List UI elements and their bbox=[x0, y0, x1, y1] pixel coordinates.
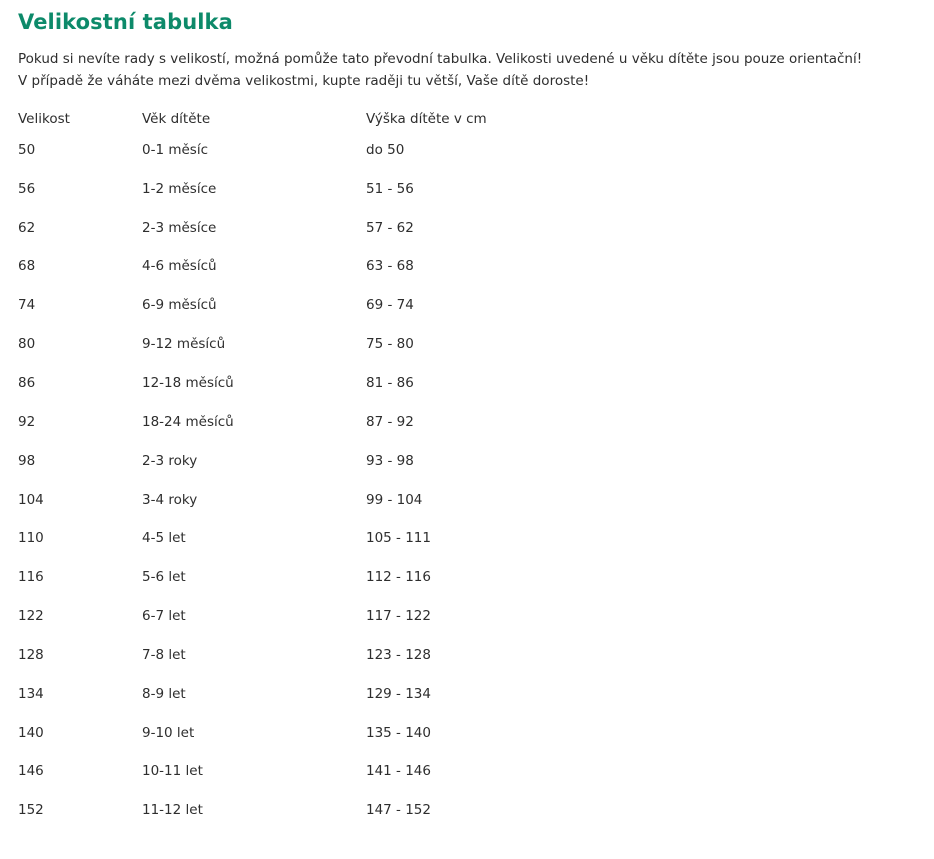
cell-size: 92 bbox=[18, 413, 36, 430]
table-body bbox=[18, 143, 916, 842]
cell-age: 7-8 let bbox=[142, 646, 186, 663]
page-title: Velikostní tabulka bbox=[18, 10, 233, 34]
table-row bbox=[18, 687, 916, 726]
cell-size: 98 bbox=[18, 452, 36, 469]
cell-age: 3-4 roky bbox=[142, 491, 198, 508]
cell-size: 68 bbox=[18, 258, 36, 275]
cell-height: 135 - 140 bbox=[366, 724, 431, 741]
table-row bbox=[18, 376, 916, 415]
cell-size: 56 bbox=[18, 180, 36, 197]
cell-height: 51 - 56 bbox=[366, 180, 414, 197]
cell-age: 6-9 měsíců bbox=[142, 297, 217, 314]
column-header-age: Věk dítěte bbox=[142, 110, 211, 127]
cell-height: 57 - 62 bbox=[366, 219, 414, 236]
intro-line-1: Pokud si nevíte rady s velikostí, možná pomůže tato převodní tabulka. Velikosti uvedené u věku dítěte jsou pouze orientační! bbox=[18, 51, 863, 68]
cell-height: 75 - 80 bbox=[366, 336, 414, 353]
table-row bbox=[18, 493, 916, 532]
cell-size: 146 bbox=[18, 763, 44, 780]
cell-size: 140 bbox=[18, 724, 44, 741]
cell-height: do 50 bbox=[366, 141, 405, 158]
table-row bbox=[18, 726, 916, 765]
cell-size: 134 bbox=[18, 685, 44, 702]
column-header-height: Výška dítěte v cm bbox=[366, 110, 487, 127]
table-row bbox=[18, 570, 916, 609]
cell-size: 152 bbox=[18, 802, 44, 819]
cell-age: 4-5 let bbox=[142, 530, 186, 547]
table-row bbox=[18, 298, 916, 337]
cell-height: 81 - 86 bbox=[366, 374, 414, 391]
cell-age: 0-1 měsíc bbox=[142, 141, 209, 158]
table-row bbox=[18, 803, 916, 842]
table-header-row bbox=[18, 111, 916, 143]
cell-size: 80 bbox=[18, 336, 36, 353]
cell-age: 2-3 roky bbox=[142, 452, 198, 469]
cell-size: 62 bbox=[18, 219, 36, 236]
table-row bbox=[18, 609, 916, 648]
cell-size: 74 bbox=[18, 297, 36, 314]
cell-height: 129 - 134 bbox=[366, 685, 431, 702]
cell-height: 99 - 104 bbox=[366, 491, 423, 508]
cell-size: 128 bbox=[18, 646, 44, 663]
cell-height: 63 - 68 bbox=[366, 258, 414, 275]
cell-height: 87 - 92 bbox=[366, 413, 414, 430]
cell-height: 69 - 74 bbox=[366, 297, 414, 314]
cell-age: 9-10 let bbox=[142, 724, 195, 741]
cell-age: 5-6 let bbox=[142, 569, 186, 586]
column-header-size: Velikost bbox=[18, 110, 70, 127]
table-row bbox=[18, 764, 916, 803]
table-row bbox=[18, 415, 916, 454]
cell-height: 117 - 122 bbox=[366, 608, 431, 625]
cell-age: 10-11 let bbox=[142, 763, 203, 780]
table-row bbox=[18, 337, 916, 376]
cell-age: 6-7 let bbox=[142, 608, 186, 625]
cell-height: 93 - 98 bbox=[366, 452, 414, 469]
table-row bbox=[18, 259, 916, 298]
cell-height: 112 - 116 bbox=[366, 569, 431, 586]
cell-height: 105 - 111 bbox=[366, 530, 431, 547]
cell-size: 122 bbox=[18, 608, 44, 625]
cell-age: 8-9 let bbox=[142, 685, 186, 702]
cell-height: 147 - 152 bbox=[366, 802, 431, 819]
table-row bbox=[18, 182, 916, 221]
cell-age: 2-3 měsíce bbox=[142, 219, 217, 236]
cell-size: 86 bbox=[18, 374, 36, 391]
size-table bbox=[18, 111, 916, 842]
cell-height: 141 - 146 bbox=[366, 763, 431, 780]
table-row bbox=[18, 648, 916, 687]
intro-text bbox=[18, 49, 908, 93]
cell-size: 50 bbox=[18, 141, 36, 158]
table-row bbox=[18, 221, 916, 260]
table-row bbox=[18, 143, 916, 182]
cell-age: 4-6 měsíců bbox=[142, 258, 217, 275]
cell-height: 123 - 128 bbox=[366, 646, 431, 663]
cell-age: 12-18 měsíců bbox=[142, 374, 234, 391]
table-header bbox=[18, 111, 916, 143]
cell-size: 110 bbox=[18, 530, 44, 547]
cell-age: 1-2 měsíce bbox=[142, 180, 217, 197]
cell-size: 116 bbox=[18, 569, 44, 586]
cell-age: 11-12 let bbox=[142, 802, 203, 819]
cell-size: 104 bbox=[18, 491, 44, 508]
cell-age: 9-12 měsíců bbox=[142, 336, 226, 353]
cell-age: 18-24 měsíců bbox=[142, 413, 234, 430]
table-row bbox=[18, 454, 916, 493]
intro-line-2: V případě že váháte mezi dvěma velikostmi, kupte raději tu větší, Vaše dítě doroste! bbox=[18, 73, 590, 90]
table-row bbox=[18, 531, 916, 570]
